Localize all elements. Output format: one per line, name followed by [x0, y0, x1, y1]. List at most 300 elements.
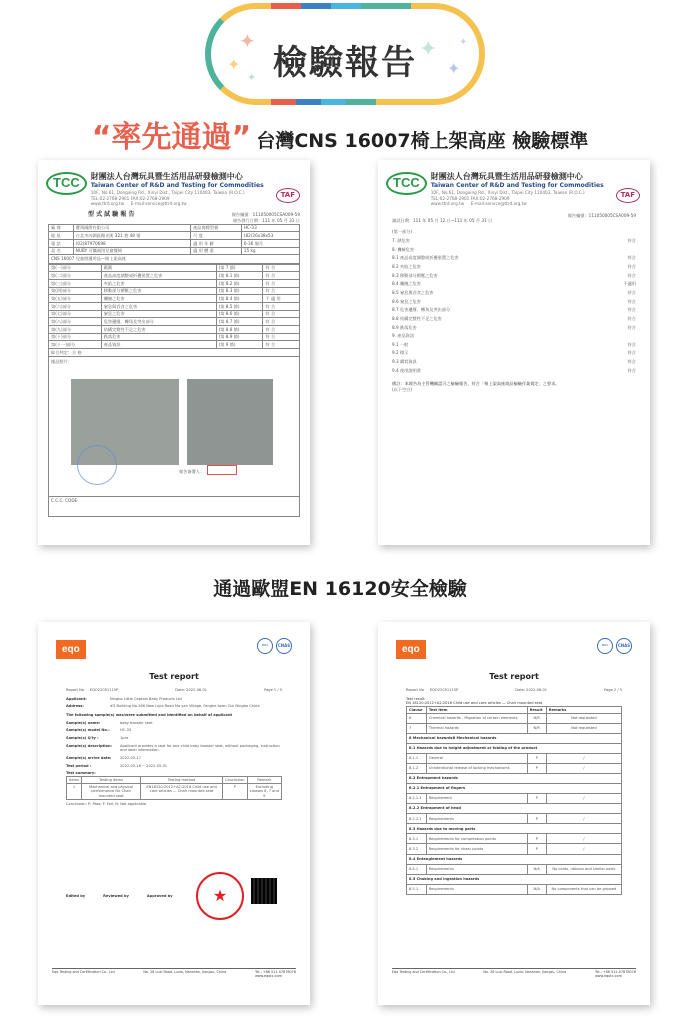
table-cell: 6	[407, 713, 427, 723]
page-title: 檢驗報告	[273, 43, 417, 83]
edited-by-label: Edited by	[66, 894, 86, 898]
applicant-value: Ningbo Little Captain Baby Products Ltd	[110, 696, 182, 701]
table-cell: /	[546, 794, 621, 804]
table-cell: (第 8.9 節)	[216, 333, 263, 341]
tcc-report-page-2	[378, 160, 650, 545]
result-item	[392, 307, 636, 312]
table-cell: 電 話	[49, 240, 74, 248]
result-item	[392, 316, 636, 321]
field-value: HC-33	[120, 728, 132, 733]
result-row	[407, 744, 622, 754]
sample-field	[66, 721, 282, 726]
table-cell: 品 名	[49, 247, 74, 255]
eqo-logo: eqo	[396, 640, 426, 659]
table-cell: (第 8.2 節)	[216, 280, 263, 288]
result-item	[392, 229, 636, 234]
result-row	[407, 784, 622, 794]
eu-test-report-page-1	[38, 622, 310, 1005]
table-cell: (第 9 節)	[216, 341, 263, 349]
parts-row	[49, 325, 300, 333]
cnas-icon: CNAS	[616, 638, 632, 654]
signer-label: 報告簽署人：	[179, 469, 205, 475]
table-cell: EN16120:2012+A2:2016 Child use and care articles — Chair mounted seat	[141, 783, 223, 799]
table-cell: 8.4.1	[407, 864, 427, 874]
footer-web: www.eqotc.com	[254, 974, 282, 979]
footer-company: Eqo Testing and Certification Co., Ltd	[52, 970, 115, 974]
table-cell: Requirements	[426, 884, 527, 894]
report-date: Date: 2022-06-01	[175, 688, 208, 692]
item-result: 符合	[627, 238, 636, 244]
section-subtitle: 通過歐盟EN 16120安全檢驗	[213, 578, 467, 600]
item-result: 符合	[627, 359, 636, 365]
report-number: Report No ： EQO22051115P	[406, 688, 459, 692]
parts-table	[48, 264, 300, 349]
table-cell: 纏繞之危害	[101, 295, 216, 303]
result-item	[392, 359, 636, 364]
taf-logo: TAF	[276, 188, 300, 203]
table-cell: No cords, ribbons and similar parts	[546, 864, 621, 874]
field-label: Sample(s) model No.:	[66, 728, 110, 733]
table-cell: 第(十)部分	[49, 333, 102, 341]
org-contact: TEL:02-2768-2901 FAX:02-2768-2909	[430, 195, 510, 201]
report-number: 報告編號：111050005CSA009-59	[231, 211, 300, 217]
table-cell: 8.4 Entanglement hazards	[407, 854, 622, 864]
qr-code	[251, 878, 277, 904]
report-number: Report No ： EQO22051115P	[66, 688, 119, 692]
ccc-code: C.C.C. CODE	[48, 497, 300, 517]
ilac-mra-icon: MRA	[597, 638, 613, 654]
result-item	[392, 325, 636, 330]
table-cell: 8.5 Choking and ingestion hazards	[407, 874, 622, 884]
org-email: E-mail:service@ttrd.org.tw	[470, 201, 527, 207]
result-item	[392, 333, 636, 338]
table-cell: 第(三)部分	[49, 280, 102, 288]
table-cell: 第(九)部分	[49, 325, 102, 333]
parts-row	[49, 295, 300, 303]
result-item	[392, 255, 636, 260]
result-item	[392, 342, 636, 347]
table-cell: 跌落危害	[101, 333, 216, 341]
item-label: 9.2 標示	[392, 350, 409, 356]
table-cell: (第 8.5 節)	[216, 303, 263, 311]
parts-row	[49, 264, 300, 272]
result-row	[407, 814, 622, 824]
report-date: Date: 2022-06-01	[515, 688, 548, 692]
info-table	[48, 224, 300, 256]
tcc-logo: TCC	[46, 172, 87, 195]
reviewed-by-label: Reviewed by	[103, 894, 129, 898]
item-label: 8.1 產品高度調整或折疊裝置之危害	[392, 255, 459, 261]
table-cell: (82)26x38x53	[241, 232, 299, 240]
tcc-seal	[77, 445, 117, 485]
table-cell: 產品高度調整或折疊裝置之危害	[101, 272, 216, 280]
table-cell: Conclusion	[222, 777, 247, 784]
field-value: baby booster seat	[120, 720, 153, 725]
table-cell: Requirements for shear points	[426, 844, 527, 854]
table-cell: Mechanical and physical performance for Chair mounted seat	[82, 783, 141, 799]
item-label: (第一部分)	[392, 229, 413, 235]
sparkle-icon: ✦	[239, 29, 256, 53]
table-cell: P	[527, 764, 546, 774]
table-cell: 8 Mechanical hazards8 Mechanical hazards	[407, 733, 622, 743]
table-cell: 符 合	[263, 333, 300, 341]
item-label: 8.8 結構完整性不足之危害	[392, 315, 442, 321]
page-number: Page 2 / 5	[604, 688, 622, 692]
table-cell: (第 7 節)	[216, 264, 263, 272]
field-value: 2022-05-17	[120, 756, 141, 761]
footer-tel: Tel.: +86 512-57878076	[594, 970, 636, 974]
page-footer	[392, 968, 636, 979]
result-item	[392, 290, 636, 295]
table-cell: 符 合	[263, 341, 300, 349]
parts-row	[49, 287, 300, 295]
field-value: 2022-05-18 ~ 2022-05-31	[120, 763, 168, 768]
address-value: #3 Building No.266 New Lujia Road Ma yan Village, Fenghe town Cixi Ningbo China	[110, 704, 260, 709]
table-cell: N/A	[527, 864, 546, 874]
item-result: 符合	[627, 350, 636, 356]
field-value: Applicant provides a seat for one child baby booster seat, without packaging, instruction and label information.	[120, 743, 280, 753]
sample-field	[66, 764, 282, 769]
org-name-en: Taiwan Center of R&D and Testing for Commodities	[90, 182, 264, 190]
table-cell: P	[222, 783, 247, 799]
sample-field	[66, 736, 282, 741]
table-cell: Testing method	[141, 777, 223, 784]
sample-field	[66, 756, 282, 761]
table-cell: 窒息與吞食之危害	[101, 303, 216, 311]
item-label: 8.5 窒息與吞食之危害	[392, 289, 434, 295]
table-cell: Clause	[407, 707, 427, 714]
result-row	[407, 774, 622, 784]
results-label: Test result:	[406, 696, 426, 701]
table-cell: /	[546, 814, 621, 824]
table-cell: P	[527, 794, 546, 804]
field-label: Sample(s) Q'ty :	[66, 736, 99, 741]
header-badge	[205, 3, 485, 105]
table-cell: 第(四)部分	[49, 287, 102, 295]
summary-row	[67, 783, 282, 799]
table-cell: Requirements for compression points	[426, 834, 527, 844]
results-table	[406, 706, 622, 895]
eu-test-report-page-2	[378, 622, 650, 1005]
table-cell: N/A	[527, 884, 546, 894]
table-cell: P	[527, 844, 546, 854]
table-cell: 符 合	[263, 272, 300, 280]
org-name-cn: 財團法人台灣玩具暨生活用品研發檢測中心	[430, 172, 583, 181]
sparkle-icon: ✦	[447, 59, 461, 78]
headline-text: 台灣CNS 16007椅上架高座 檢驗標準	[256, 130, 589, 152]
org-name-en: Taiwan Center of R&D and Testing for Commodities	[430, 182, 604, 190]
result-item	[392, 281, 636, 286]
result-item	[392, 273, 636, 278]
page-number: Page 1 / 5	[264, 688, 282, 692]
table-cell: 8.2.2 Entrapment of head	[407, 804, 622, 814]
table-cell: /	[546, 754, 621, 764]
item-label: 9.4 使用說明書	[392, 367, 421, 373]
table-cell: 符 合	[263, 310, 300, 318]
table-cell: Test item	[426, 707, 527, 714]
company-seal: ★	[196, 872, 244, 920]
field-value: 1pcs	[120, 736, 129, 741]
table-cell: 第(七)部分	[49, 310, 102, 318]
table-cell: (02)87970698	[73, 240, 190, 248]
conclusion: 合 格	[71, 349, 82, 355]
result-row	[407, 824, 622, 834]
item-result: 符合	[627, 341, 636, 347]
table-cell: 第(一)部分	[49, 264, 102, 272]
signature-stamp	[207, 465, 237, 475]
sparkle-icon: ✦	[419, 37, 438, 62]
item-result: 符合	[627, 315, 636, 321]
table-cell: P	[527, 814, 546, 824]
table-cell: 適 用 年 齡	[191, 240, 242, 248]
sample-fields	[66, 721, 282, 769]
field-label: Sample(s) arrive date:	[66, 756, 112, 761]
table-cell: (第 8.3 節)	[216, 287, 263, 295]
table-cell: 15 kg	[241, 247, 299, 255]
item-result: 符合	[627, 367, 636, 373]
sparkle-icon: ✦	[227, 55, 241, 74]
table-cell: 結構完整性不足之危害	[101, 325, 216, 333]
test-period: 測試日期：111 年 05 月 12 日~111 年 05 月 31 日	[392, 218, 493, 223]
table-cell: 產品商標型號	[191, 224, 242, 232]
test-standard: CNS 16007 兒童照護用品—椅上架高座	[48, 255, 300, 263]
table-cell: 移動部分擠壓之危害	[101, 287, 216, 295]
conclusion-legend: Conclusion: P: Pass; F: Fail; N: Not applicable.	[66, 802, 148, 807]
table-cell: Requirements	[426, 814, 527, 824]
result-row	[407, 733, 622, 743]
tcc-report-page-1: TCC 財團法人台灣玩具暨生活用品研發檢測中心 Taiwan Center of R&D and Testing for Commodities 10F., No.61, Dongxing Rd., Xinyi Dist., Taipei City 110403, Taiwan (R.O.C.) TEL:02-2768-2901 FAX:02-2768-2909 www.ttrd.org.tw E-mail:service@ttrd.org.tw TAF 型 式 試 驗 報 告 報告編號：111050005CSA009-59 報告發行日期：111 年 05 月 31 日 廠 商 寶翔國際有限公司 產品商標型號 HC-33 地 址 台北市內湖區陽光街 321 巷 48 號 尺 度 (82)26x38x53 電 話 (02)87970698 適 用 年 齡 6-36 個月 品 名 NUBY 可攜兩用兒童餐椅 適 用 體 重 15 kg CNS 16007 兒童照護用品—椅上架高座 第(一)部分 範圍 (第 7 節) 符 合 第(二)部分 產品高度調整或折疊裝置之危害 (第 8.1 節) 符 合 第(三)部分 夾陷之危害 (第 8.2 節) 符 合 第(四)部分 移動部分擠壓之危害 (第 8.3 節) 符 合 第(五)部分 纏繞之危害 (第 8.4 節) 不 適 用 第(六)部分 窒息與吞食之危害 (第 8.5 節) 符 合 第(七)部分 窒息之危害 (第 8.6 節) 符 合 第(八)部分 危害邊緣、轉角及突出部分 (第 8.7 節) 符 合 第(九)部分 結構完整性不足之危害 (第 8.8 節) 符 合 第(十)部分 跌落危害 (第 8.9 節) 符 合 第(十一)部分 產品資訊 (第 9 節) 符 合 綜合判定：合 格 樣品照片： 報告簽署人： C.C.C. CODE	[38, 160, 310, 545]
summary-label: Test summary:	[66, 771, 96, 776]
report-date: 報告發行日期：111 年 05 月 31 日	[232, 218, 300, 224]
item-label: 9.3 購買資訊	[392, 359, 417, 365]
item-label: 8.6 窒息之危害	[392, 298, 421, 304]
table-cell: P	[527, 834, 546, 844]
item-label: 9. 產品資訊	[392, 333, 415, 339]
result-row	[407, 723, 622, 733]
table-cell: 窒息之危害	[101, 310, 216, 318]
field-label: Sample(s) name:	[66, 720, 101, 725]
table-cell: 8.2.1 Entrapment of fingers	[407, 784, 622, 794]
table-cell: 符 合	[263, 264, 300, 272]
tcc-logo: TCC	[386, 172, 427, 195]
table-cell: 8.3.2	[407, 844, 427, 854]
table-cell: 危害邊緣、轉角及突出部分	[101, 318, 216, 326]
info-row	[49, 247, 300, 255]
result-row	[407, 844, 622, 854]
table-cell: 8.1.2	[407, 764, 427, 774]
results-standard: EN 16120:2012+A2:2016 Child use and care articles — Chair mounted seat	[406, 701, 543, 706]
end-mark: (以下空白)	[392, 386, 413, 392]
page-footer	[52, 968, 296, 979]
header-row	[407, 707, 622, 714]
footer-address: No. 28 Luxi Road, Luzia, Nanshan, Jiangsu, China	[483, 970, 567, 974]
table-cell: 產品資訊	[101, 341, 216, 349]
table-cell: N/R	[527, 713, 546, 723]
eqo-logo: eqo	[56, 640, 86, 659]
table-cell: 6-36 個月	[241, 240, 299, 248]
sparkle-icon: ✦	[459, 37, 468, 48]
item-label: 8.2 夾陷之危害	[392, 264, 421, 270]
table-cell: 符 合	[263, 325, 300, 333]
table-cell: 夾陷之危害	[101, 280, 216, 288]
org-name-cn: 財團法人台灣玩具暨生活用品研發檢測中心	[90, 172, 243, 181]
report-title: 型 式 試 驗 報 告	[88, 210, 135, 218]
sparkle-icon: ✦	[247, 71, 257, 84]
table-cell: Remarks	[546, 707, 621, 714]
result-item	[392, 368, 636, 373]
table-cell: (第 8.1 節)	[216, 272, 263, 280]
table-cell: 8.5.1	[407, 884, 427, 894]
org-address: 10F., No.61, Dongxing Rd., Xinyi Dist., Taipei City 110403, Taiwan (R.O.C.)	[90, 190, 245, 196]
footer-company: Eqo Testing and Certification Co., Ltd	[392, 970, 455, 974]
result-row	[407, 713, 622, 723]
table-cell: (第 8.4 節)	[216, 295, 263, 303]
item-result: 符合	[627, 324, 636, 330]
table-cell: 符 合	[263, 287, 300, 295]
table-cell: Thermal hazards	[426, 723, 527, 733]
table-cell: HC-33	[241, 224, 299, 232]
parts-row	[49, 310, 300, 318]
table-cell: Unintentional release of locking mechanisms	[426, 764, 527, 774]
table-cell: 8.1 Hazards due to height adjustment or folding of the product	[407, 744, 622, 754]
product-photo-front	[187, 379, 273, 465]
result-item	[392, 247, 636, 252]
accreditation-logos	[597, 638, 632, 654]
sample-field	[66, 728, 282, 733]
table-cell: 地 址	[49, 232, 74, 240]
parts-row	[49, 333, 300, 341]
org-email: E-mail:service@ttrd.org.tw	[130, 201, 187, 207]
table-cell: NUBY 可攜兩用兒童餐椅	[73, 247, 190, 255]
item-result: 符合	[627, 298, 636, 304]
table-cell: 8.2.2.1	[407, 814, 427, 824]
sample-field	[66, 744, 282, 753]
table-cell: 符 合	[263, 303, 300, 311]
result-item	[392, 350, 636, 355]
org-address: 10F., No.61, Dongxing Rd., Xinyi Dist., Taipei City 110403, Taiwan (R.O.C.)	[430, 190, 585, 196]
item-result: 符合	[627, 255, 636, 261]
footer-web: www.eqotc.com	[594, 974, 622, 979]
table-cell: 不 適 用	[263, 295, 300, 303]
field-label: Sample(s) description:	[66, 743, 112, 748]
table-cell: Not requested	[546, 723, 621, 733]
table-cell: Testing items	[82, 777, 141, 784]
table-cell: Requirements	[426, 864, 527, 874]
info-row	[49, 232, 300, 240]
parts-row	[49, 318, 300, 326]
item-label: 8.9 跌落危害	[392, 324, 417, 330]
table-cell: /	[546, 764, 621, 774]
result-row	[407, 764, 622, 774]
report-note: 備註：本報告為主管機關認可之檢驗報告，符合「椅上架高座商品檢驗作業規定」之要求。	[392, 381, 560, 387]
item-label: 9.1 一般	[392, 341, 409, 347]
table-cell: 台北市內湖區陽光街 321 巷 48 號	[73, 232, 190, 240]
tcc-letterhead	[38, 160, 310, 207]
result-row	[407, 834, 622, 844]
cnas-icon: CNAS	[276, 638, 292, 654]
table-cell: Not requested	[546, 713, 621, 723]
table-cell: (第 8.6 節)	[216, 310, 263, 318]
headline	[0, 112, 680, 156]
table-cell: (第 8.7 節)	[216, 318, 263, 326]
table-cell: 適 用 體 重	[191, 247, 242, 255]
item-result: 不適用	[623, 281, 636, 287]
table-cell: 8.2.1.1	[407, 794, 427, 804]
table-cell: Chemical hazards - Migration of certain elements	[426, 713, 527, 723]
item-result: 符合	[627, 272, 636, 278]
report-number: 報告編號：111050005CSA009-59	[567, 212, 636, 218]
result-item	[392, 264, 636, 269]
result-row	[407, 854, 622, 864]
table-cell: 8.3 Hazards due to moving parts	[407, 824, 622, 834]
result-row	[407, 864, 622, 874]
table-cell: 廠 商	[49, 224, 74, 232]
table-cell: 8.1.1	[407, 754, 427, 764]
item-label: 8.7 危害邊緣、轉角及突出部分	[392, 307, 451, 313]
table-cell: Requirement	[426, 794, 527, 804]
table-cell: No components that can be gripped	[546, 884, 621, 894]
parts-row	[49, 341, 300, 349]
result-row	[407, 804, 622, 814]
table-cell: 7	[407, 723, 427, 733]
report-title: Test report	[489, 672, 539, 681]
table-cell: 第(六)部分	[49, 303, 102, 311]
table-cell: P	[527, 754, 546, 764]
report-title: Test report	[149, 672, 199, 681]
result-row	[407, 874, 622, 884]
table-cell: Remark	[247, 777, 281, 784]
result-row	[407, 754, 622, 764]
parts-row	[49, 303, 300, 311]
org-contact: TEL:02-2768-2901 FAX:02-2768-2909	[90, 195, 170, 201]
table-cell: 寶翔國際有限公司	[73, 224, 190, 232]
item-result: 符合	[627, 289, 636, 295]
results-list	[392, 229, 636, 373]
table-cell: /	[546, 834, 621, 844]
item-label: 7. 熱危害	[392, 238, 410, 244]
info-row	[49, 240, 300, 248]
table-cell: (第 8.8 節)	[216, 325, 263, 333]
item-label: 8.4 纏繞之危害	[392, 281, 421, 287]
accreditation-logos	[257, 638, 292, 654]
item-label: 8.3 移動部分擠壓之危害	[392, 272, 438, 278]
table-cell: 8.3.1	[407, 834, 427, 844]
tcc-letterhead	[378, 160, 650, 207]
table-cell: N/R	[527, 723, 546, 733]
photo-label: 樣品照片：	[51, 359, 72, 365]
item-label: 8. 機械危害	[392, 246, 415, 252]
org-web: www.ttrd.org.tw	[90, 201, 125, 207]
table-cell: 符 合	[263, 280, 300, 288]
table-cell: /	[546, 844, 621, 854]
intro-text: The following sample(s) was/were submitted and identified on behalf of applicant	[66, 713, 233, 718]
table-cell: 第(五)部分	[49, 295, 102, 303]
footer-address: No. 28 Luxi Road, Luzia, Nanshan, Jiangsu, China	[143, 970, 227, 974]
info-row	[49, 224, 300, 232]
table-cell: Result	[527, 707, 546, 714]
ilac-mra-icon: MRA	[257, 638, 273, 654]
table-cell: General	[426, 754, 527, 764]
result-row	[407, 794, 622, 804]
table-cell: 1	[67, 783, 82, 799]
org-web: www.ttrd.org.tw	[430, 201, 465, 207]
address-label: Address:	[66, 704, 84, 709]
table-cell: 第(十一)部分	[49, 341, 102, 349]
headline-highlight: “率先通過”	[91, 120, 252, 155]
item-result: 符合	[627, 307, 636, 313]
summary-header-row	[67, 777, 282, 784]
table-cell: 8.2 Entrapment hazards	[407, 774, 622, 784]
